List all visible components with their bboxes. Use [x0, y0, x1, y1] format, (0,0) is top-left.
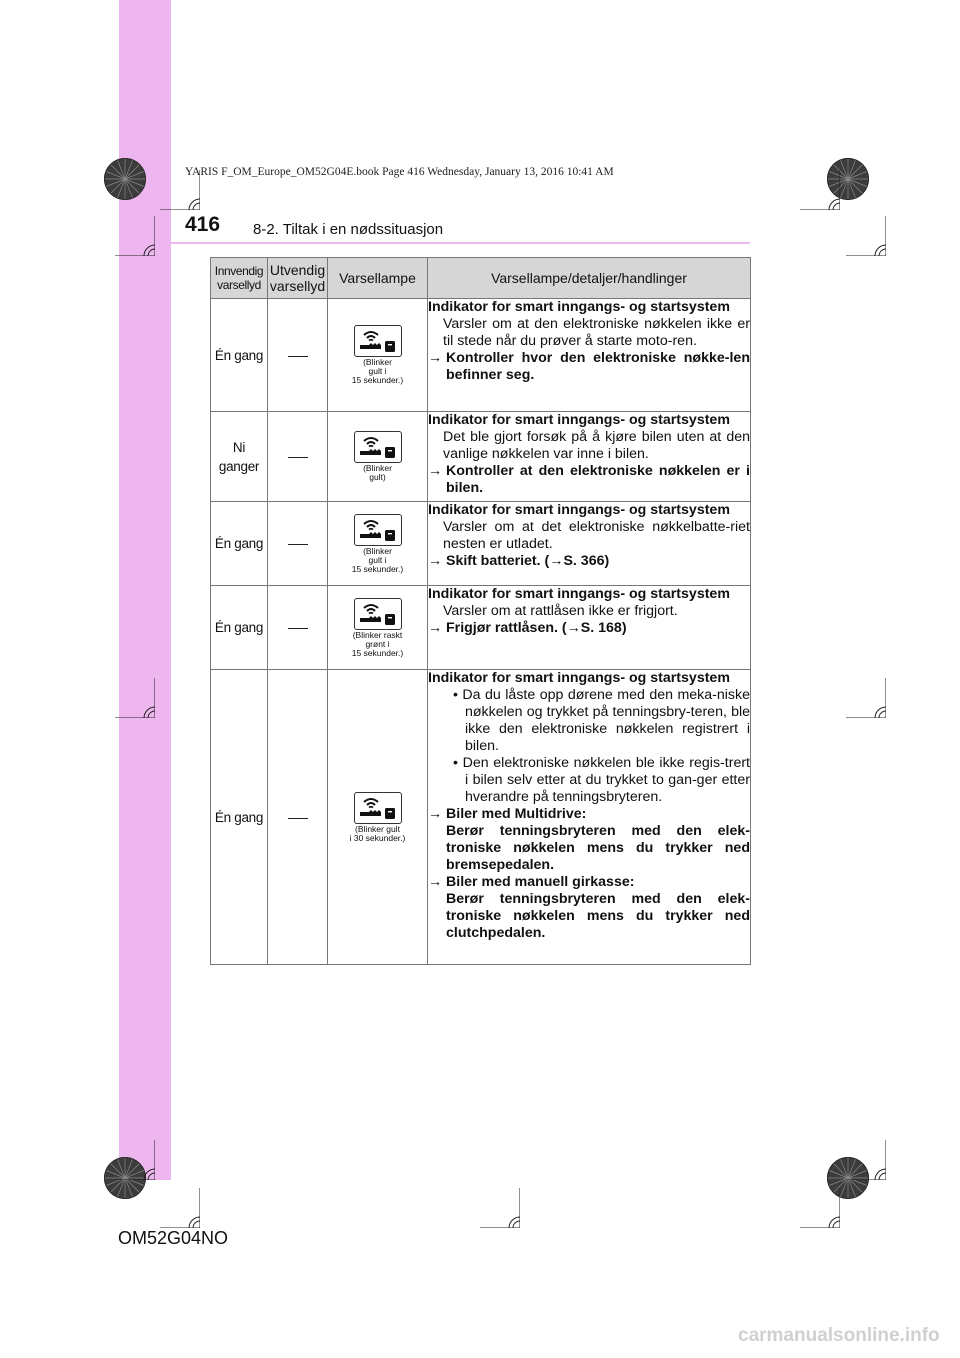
table-row: [211, 299, 751, 412]
no-buzzer-dash: [288, 544, 308, 545]
arrow-icon: →: [428, 874, 443, 890]
details-cell: [428, 412, 751, 502]
header-inside-buzzer: Innvendig varsellyd: [211, 258, 268, 299]
action-text: Biler med manuell girkasse:: [446, 874, 635, 890]
inside-buzzer-cell: Én gang: [211, 586, 268, 670]
warning-lamp-cell: [328, 412, 428, 502]
smart-key-indicator-icon: [354, 325, 402, 357]
action-text: Biler med Multidrive:: [446, 806, 587, 822]
warning-description: Varsler om at rattlåsen ikke er frigjort.: [443, 603, 678, 619]
warning-description: Varsler om at den elektroniske nøkkelen ikke er til stede når du prøver å starte moto-ren.: [443, 316, 750, 349]
no-buzzer-dash: [288, 356, 308, 357]
lamp-note: (Blinker raskt grønt i 15 sekunder.): [351, 629, 404, 658]
no-buzzer-dash: [288, 628, 308, 629]
inside-buzzer-cell: Én gang: [211, 502, 268, 586]
smart-key-indicator-icon: [354, 792, 402, 824]
warning-description: Det ble gjort forsøk på å kjøre bilen uten at den vanlige nøkkelen var inne i bilen.: [443, 429, 750, 462]
action-item: [428, 874, 750, 891]
lamp-note: (Blinker gult i 15 sekunder.): [351, 545, 404, 574]
table-header-row: [211, 258, 751, 299]
arrow-icon: →: [428, 463, 443, 479]
document-code: OM52G04NO: [118, 1228, 229, 1248]
smart-key-indicator-icon: [354, 514, 402, 546]
smart-key-indicator-icon: [354, 598, 402, 630]
action-text: Frigjør rattlåsen. (→S. 168): [446, 620, 627, 636]
warning-lamp-cell: [328, 670, 428, 965]
action-text: Kontroller at den elektroniske nøkkelen er i bilen.: [446, 463, 750, 496]
header-outside-buzzer: Utvendig varsellyd: [268, 258, 328, 299]
warning-table: [210, 257, 751, 965]
details-cell: [428, 502, 751, 586]
table-row: [211, 502, 751, 586]
lamp-note: (Blinker gult i 30 sekunder.): [349, 823, 406, 843]
table-row: [211, 670, 751, 965]
indicator-title: Indikator for smart inngangs- og startsystem: [428, 299, 730, 315]
outside-buzzer-cell: [268, 586, 328, 670]
outside-buzzer-cell: [268, 412, 328, 502]
details-cell: [428, 670, 751, 965]
arrow-icon: →: [428, 553, 443, 569]
action-item: [428, 350, 750, 384]
lamp-note: (Blinker gult): [363, 463, 392, 482]
action-subtext: Berør tenningsbryteren med den elek-troniske nøkkelen mens du trykker ned bremsepedalen.: [446, 823, 750, 873]
crop-mark-icon: [75, 176, 155, 256]
warning-lamp-cell: [328, 586, 428, 670]
lamp-note: (Blinker gult i 15 sekunder.): [351, 357, 404, 385]
action-item: [428, 620, 750, 637]
header-details: Varsellampe/detaljer/handlinger: [428, 258, 751, 299]
crop-mark-icon: [760, 1148, 840, 1228]
crop-mark-icon: [75, 638, 155, 718]
arrow-icon: →: [428, 350, 443, 366]
indicator-title: Indikator for smart inngangs- og startsystem: [428, 586, 730, 602]
details-cell: [428, 299, 751, 412]
arrow-icon: →: [428, 620, 443, 636]
bullet-list: [428, 687, 750, 806]
table-row: [211, 412, 751, 502]
crop-mark-icon: [806, 638, 886, 718]
indicator-title: Indikator for smart inngangs- og startsystem: [428, 670, 730, 686]
details-cell: [428, 586, 751, 670]
crop-mark-icon: [806, 176, 886, 256]
arrow-icon: →: [428, 806, 443, 822]
no-buzzer-dash: [288, 457, 308, 458]
warning-description: Varsler om at det elektroniske nøkkelbatte-riet nesten er utladet.: [443, 519, 750, 552]
header-rule: [119, 242, 750, 244]
indicator-title: Indikator for smart inngangs- og startsystem: [428, 412, 730, 428]
bullet-item: • Da du låste opp dørene med den meka-niske nøkkelen og trykket på tenningsbry-teren, ble ikke den elektroniske nøkkelen registrert i bilen.: [453, 687, 750, 754]
header-warning-lamp: Varsellampe: [328, 258, 428, 299]
watermark: carmanualsonline.info: [738, 1325, 940, 1346]
action-text: Skift batteriet. (→S. 366): [446, 553, 610, 569]
action-item: [428, 463, 750, 497]
inside-buzzer-cell: Én gang: [211, 299, 268, 412]
crop-mark-icon: [440, 1148, 520, 1228]
inside-buzzer-cell: Én gang: [211, 670, 268, 965]
smart-key-indicator-icon: [354, 431, 402, 463]
inside-buzzer-cell: Ni ganger: [211, 412, 268, 502]
outside-buzzer-cell: [268, 502, 328, 586]
outside-buzzer-cell: [268, 670, 328, 965]
action-subtext: Berør tenningsbryteren med den elek-troniske nøkkelen mens du trykker ned clutchpedalen.: [446, 891, 750, 941]
action-item: [428, 806, 750, 823]
action-text: Kontroller hvor den elektroniske nøkke-len befinner seg.: [446, 350, 750, 383]
outside-buzzer-cell: [268, 299, 328, 412]
page-number: 416: [185, 213, 221, 236]
table-row: [211, 586, 751, 670]
action-item: [428, 553, 750, 570]
indicator-title: Indikator for smart inngangs- og startsystem: [428, 502, 730, 518]
no-buzzer-dash: [288, 818, 308, 819]
book-info-line: YARIS F_OM_Europe_OM52G04E.book Page 416 Wednesday, January 13, 2016 10:41 AM: [185, 166, 614, 178]
warning-lamp-cell: [328, 502, 428, 586]
bullet-item: • Den elektroniske nøkkelen ble ikke regis-trert i bilen selv etter at du trykket to gan-ger etter hverandre på tenningsbryteren.: [453, 755, 750, 805]
warning-lamp-cell: [328, 299, 428, 412]
crop-mark-icon: [120, 1148, 200, 1228]
section-title: 8-2. Tiltak i en nødssituasjon: [253, 221, 444, 238]
